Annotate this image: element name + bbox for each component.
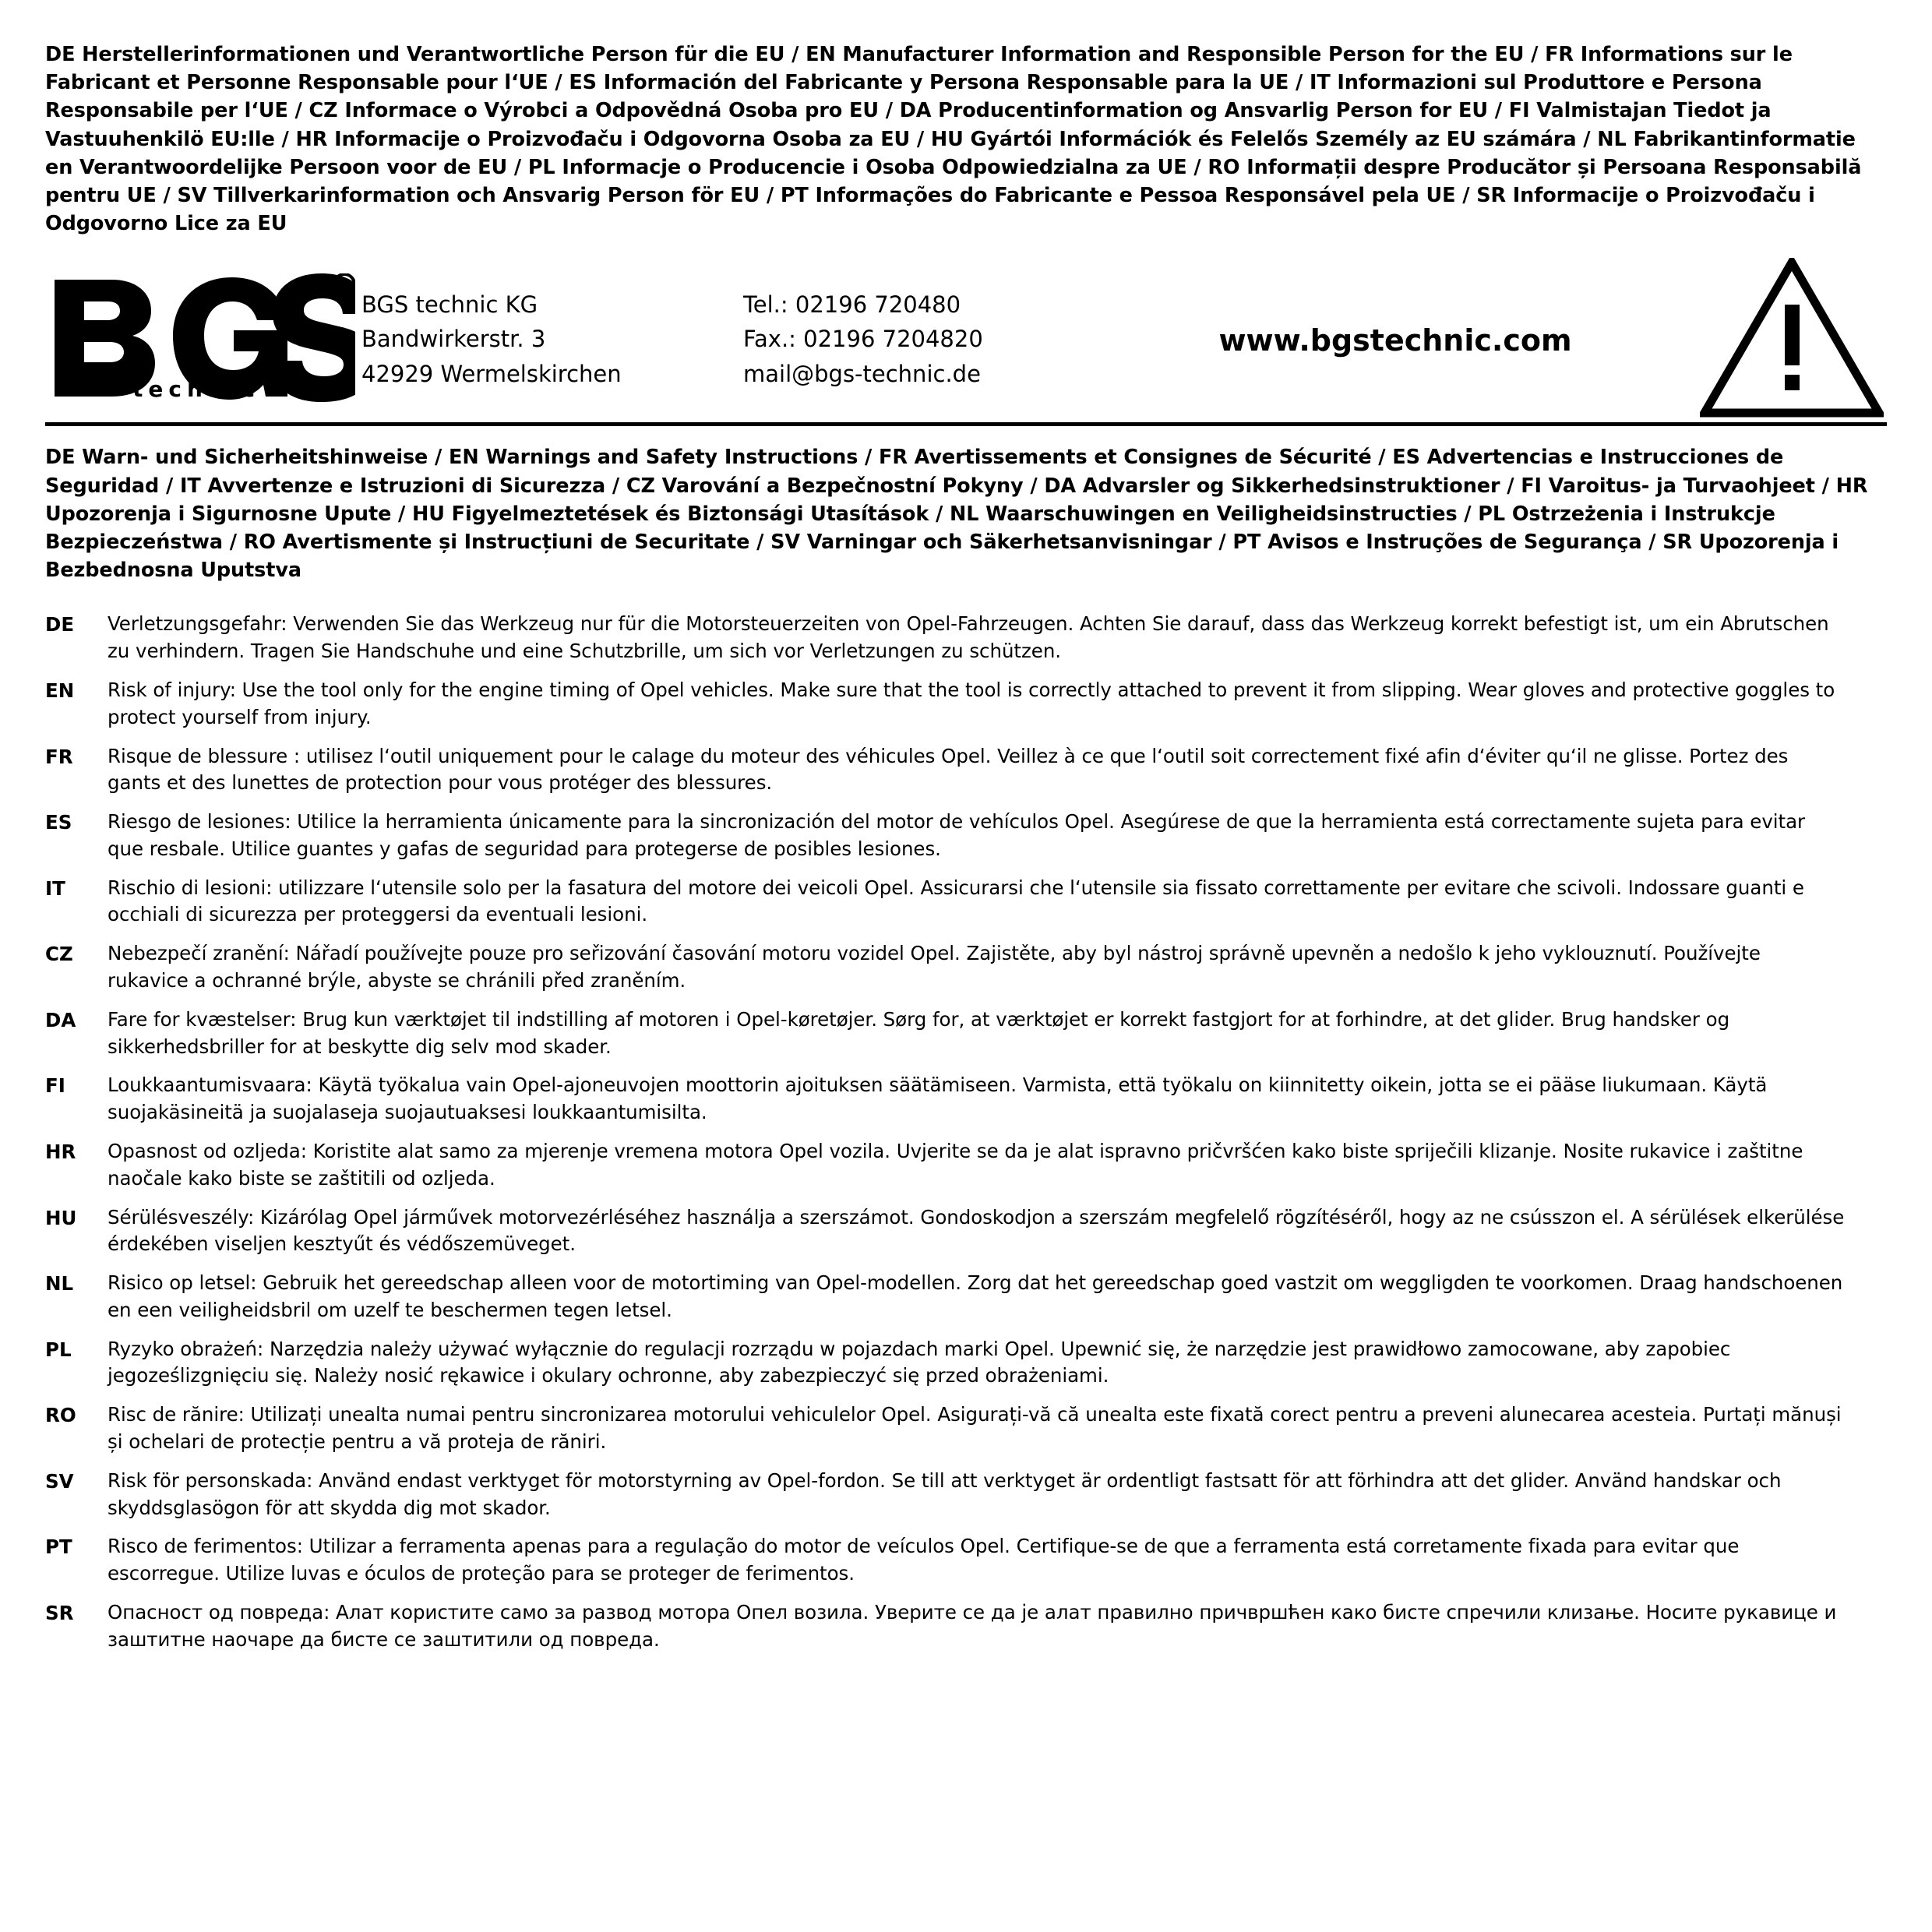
- language-code: FI: [45, 1074, 65, 1098]
- safety-instructions-heading: DE Warn- und Sicherheitshinweise / EN Warnings and Safety Instructions / FR Avertissements et Consignes de Sécurité / ES Advertencias e Instrucciones de Seguridad / IT Avvertenze e Istruzioni di Sicurezza / CZ Varování a Bezpečnostní Pokyny / DA Advarsler og Sikkerhedsinstruktioner / FI Varoitus- ja Turvaohjeet / HR Upozorenja i Sigurnosne Upute / HU Figyelmeztetések és Biztonsági Utasítások / NL Waarschuwingen en Veiligheidsinstructies / PL Ostrzeżenia i Instrukcje Bezpieczeństwa / RO Avertismente și Instrucțiuni de Securitate / SV Varningar och Säkerhetsanvisningar / PT Avisos e Instruções de Segurança / SR Upozorenja i Bezbednosna Uputstva: [45, 446, 1868, 583]
- warning-triangle-wrap: [1689, 258, 1887, 418]
- language-code: NL: [45, 1272, 74, 1296]
- instruction-row: [45, 809, 1845, 863]
- language-code: PL: [45, 1338, 72, 1361]
- instruction-text: Verletzungsgefahr: Verwenden Sie das Werkzeug nur für die Motorsteuerzeiten von Opel-Fahrzeugen. Achten Sie darauf, dass das Werkzeug korrekt befestigt ist, um ein Abrutschen zu verhindern. Tragen Sie Handschuhe und eine Schutzbrille, um sich vor Verletzungen zu schützen.: [108, 612, 1829, 663]
- instruction-text: Risque de blessure : utilisez l‘outil uniquement pour le calage du moteur des véhicules Opel. Veillez à ce que l‘outil soit correctement fixé afin d‘éviter qu‘il ne glisse. Portez des gants et des lunettes de protection pour vous protéger des blessures.: [108, 744, 1789, 795]
- instruction-row: [45, 1007, 1845, 1061]
- company-contact-details: [743, 284, 1102, 393]
- instruction-row: [45, 1336, 1845, 1391]
- language-code: SR: [45, 1601, 74, 1624]
- svg-text:R: R: [340, 278, 349, 294]
- instruction-text: Rischio di lesioni: utilizzare l‘utensile solo per la fasatura del motore dei veicoli Opel. Assicurarsi che l‘utensile sia fissato correttamente per evitare che scivoli. Indossare guanti e occhiali di sicurezza per proteggersi da eventuali lesioni.: [108, 876, 1804, 926]
- instruction-text: Risc de rănire: Utilizați unealta numai pentru sincronizarea motorului vehiculelor Opel. Asigurați-vă că unealta este fixată corect pentru a preveni alunecarea acesteia. Purtați mănuși și ochelari de protecție pentru a vă proteja de răniri.: [108, 1403, 1842, 1453]
- manufacturer-information-heading: DE Herstellerinformationen und Verantwortliche Person für die EU / EN Manufacturer Information and Responsible Person for the EU / FR Informations sur le Fabricant et Personne Responsable pour l‘UE / ES Información del Fabricante y Persona Responsable para la UE / IT Informazioni sul Produttore e Persona Responsabile per l‘UE / CZ Informace o Výrobci a Odpovědná Osoba pro EU / DA Producentinformation og Ansvarlig Person for EU / FI Valmistajan Tiedot ja Vastuuhenkilö EU:lle / HR Informacije o Proizvođaču i Odgovorna Osoba za EU / HU Gyártói Információk és Felelős Személy az EU számára / NL Fabrikantinformatie en Verantwoordelijke Persoon voor de EU / PL Informacje o Producencie i Osoba Odpowiedzialna za UE / RO Informații despre Producător și Persoana Responsabilă pentru UE / SV Tillverkarinformation och Ansvarig Person för EU / PT Informações do Fabricante e Pessoa Responsável pela UE / SR Informacije o Proizvođaču i Odgovorno Lice za EU: [45, 43, 1862, 236]
- company-website: www.bgstechnic.com: [1218, 323, 1572, 358]
- instruction-row: [45, 940, 1845, 995]
- instruction-text: Risco de ferimentos: Utilizar a ferramenta apenas para a regulação do motor de veículos Opel. Certifique-se de que a ferramenta está corretamente fixada para evitar que escorregue. Utilize luvas e óculos de proteção para se proteger de ferimentos.: [108, 1535, 1740, 1585]
- instruction-text: Sérülésveszély: Kizárólag Opel járművek motorvezérléséhez használja a szerszámot. Gondoskodjon a szerszám megfelelő rögzítéséről, hogy az ne csússzon el. A sérülések elkerülése érdekében viseljen kesztyűt és védőszemüveget.: [108, 1205, 1845, 1256]
- instruction-row: [45, 875, 1845, 929]
- instruction-text: Ryzyko obrażeń: Narzędzia należy używać wyłącznie do regulacji rozrządu w pojazdach marki Opel. Upewnić się, że narzędzie jest prawidłowo zamocowane, aby zapobiec jegoześlizgnięciu się. Należy nosić rękawice i okulary ochronne, aby zabezpieczyć się przed obrażeniami.: [108, 1337, 1731, 1387]
- language-code: SV: [45, 1469, 74, 1493]
- instruction-list: [45, 611, 1845, 1653]
- company-email: mail@bgs-technic.de: [743, 361, 981, 388]
- instruction-row: [45, 677, 1845, 732]
- language-code: CZ: [45, 943, 73, 966]
- instruction-text: Risk of injury: Use the tool only for the engine timing of Opel vehicles. Make sure that the tool is correctly attached to prevent it from slipping. Wear gloves and protective goggles to protect yourself from injury.: [108, 679, 1835, 728]
- language-code: HU: [45, 1206, 77, 1229]
- instruction-text: Risk för personskada: Använd endast verktyget för motorstyrning av Opel-fordon. Se till att verktyget är ordentligt fastsatt för att förhindra att det glider. Använd handskar och skyddsglasögon för att skydda dig mot skador.: [108, 1468, 1782, 1519]
- language-code: EN: [45, 679, 75, 702]
- instruction-text: Nebezpečí zranění: Nářadí používejte pouze pro seřizování časování motoru vozidel Opel. Zajistěte, aby byl nástroj správně upevněn a nedošlo k jeho vyklouznutí. Používejte rukavice a ochranné brýle, abyste se chránili před zraněním.: [108, 942, 1761, 992]
- language-code: PT: [45, 1535, 72, 1559]
- instruction-text: Risico op letsel: Gebruik het gereedschap alleen voor de motortiming van Opel-modellen. Zorg dat het gereedschap goed vastzit om weggligden te voorkomen. Draag handschoenen en een veiligheidsbril om uzelf te beschermen tegen letsel.: [108, 1271, 1843, 1321]
- instruction-text: Опасност од повреда: Алат користите само за развод мотора Опел возила. Уверите се да је алат правилно причвршћен како бисте спречили клизање. Носите рукавице и заштитне наочаре да бисте се заштитили од повреда.: [108, 1600, 1837, 1651]
- language-code: HR: [45, 1140, 76, 1163]
- instruction-row: [45, 611, 1845, 665]
- language-code: IT: [45, 876, 65, 900]
- company-street: Bandwirkerstr. 3: [361, 326, 546, 353]
- instruction-row: [45, 1072, 1845, 1126]
- svg-text:technic: technic: [132, 376, 261, 403]
- warning-triangle-icon: [1700, 258, 1884, 418]
- language-code: DA: [45, 1008, 76, 1031]
- instruction-text: Opasnost od ozljeda: Koristite alat samo za mjerenje vremena motora Opel vozila. Uvjerite se da je alat ispravno pričvršćen kako biste spriječili klizanje. Nosite rukavice i zaštitne naočale kako biste se zaštitili od ozljeda.: [108, 1139, 1803, 1190]
- company-telephone: Tel.: 02196 720480: [743, 291, 961, 318]
- instruction-text: Fare for kvæstelser: Brug kun værktøjet til indstilling af motoren i Opel-køretøjer. Sørg for, at værktøjet er korrekt fastgjort for at forhindre, at det glider. Brug handsker og sikkerhedsbriller for at beskytte dig selv mod skader.: [108, 1007, 1730, 1058]
- company-address: [361, 284, 743, 393]
- bgs-logo-icon: [50, 273, 355, 402]
- instruction-row: [45, 1270, 1845, 1324]
- instruction-row: [45, 1138, 1845, 1193]
- language-code: RO: [45, 1404, 76, 1427]
- company-name: BGS technic KG: [361, 291, 538, 318]
- instruction-row: [45, 1401, 1845, 1456]
- instruction-text: Loukkaantumisvaara: Käytä työkalua vain Opel-ajoneuvojen moottorin ajoituksen säätämiseen. Varmista, että työkalu on kiinnitetty oikein, jotta se ei pääse liukumaan. Käytä suojakäsineitä ja suojalaseja suojautuaksesi loukkaantumisilta.: [108, 1074, 1768, 1124]
- language-code: ES: [45, 811, 72, 834]
- bgs-logo: [45, 273, 361, 402]
- instruction-row: [45, 743, 1845, 798]
- instruction-row: [45, 1204, 1845, 1259]
- instruction-row: [45, 1468, 1845, 1522]
- company-contact-band: [45, 253, 1887, 426]
- language-code: FR: [45, 745, 73, 768]
- instruction-row: [45, 1599, 1845, 1654]
- instruction-row: [45, 1533, 1845, 1588]
- company-city: 42929 Wermelskirchen: [361, 361, 622, 388]
- instruction-text: Riesgo de lesiones: Utilice la herramienta únicamente para la sincronización del motor de vehículos Opel. Asegúrese de que la herramienta está correctamente sujeta para evitar que resbale. Utilice guantes y gafas de seguridad para protegerse de posibles lesiones.: [108, 810, 1806, 860]
- language-code: DE: [45, 613, 75, 636]
- company-fax: Fax.: 02196 7204820: [743, 326, 983, 353]
